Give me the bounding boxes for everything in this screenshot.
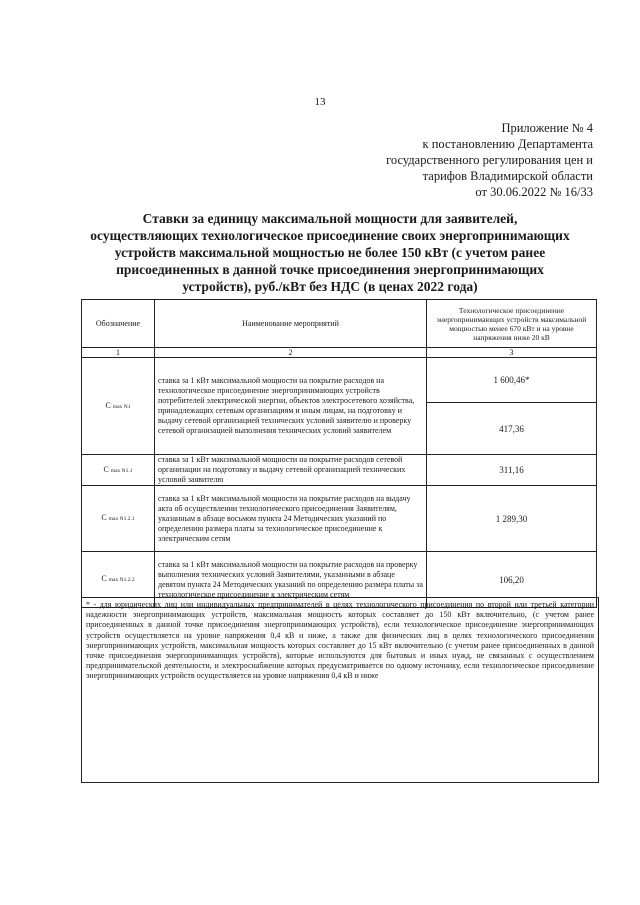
table-row: [82, 455, 597, 486]
appendix-line: от 30.06.2022 № 16/33: [475, 185, 593, 199]
symbol-subscript: max N1: [112, 403, 131, 410]
rate-description: ставка за 1 кВт максимальной мощности на покрытие расходов на технологическое присоединение энергопринимающих устройств потребителей электрической энергии, объектов электросетевого хозяйства, принадлежащих сетевым организациям и иным лицам, на подготовку и выдачу сетевой организацией технических условий заявителю и проверку сетевой организацией выполнения технических условий заявителем: [155, 358, 427, 455]
rate-description: ставка за 1 кВт максимальной мощности на покрытие расходов на выдачу акта об осуществлении технологического присоединения Заявителям, указанным в абзаце восьмом пункта 24 Методических указаний по определению размера платы за технологическое присоединение к электрическим сетям: [155, 486, 427, 552]
appendix-line: государственного регулирования цен и: [386, 153, 593, 167]
title-line: Ставки за единицу максимальной мощности для заявителей,: [142, 211, 518, 226]
rate-symbol: [82, 358, 155, 455]
rate-symbol: [82, 486, 155, 552]
appendix-line: тарифов Владимирской области: [422, 169, 593, 183]
rate-value: 1 289,30: [427, 486, 597, 552]
document-title: [80, 210, 580, 295]
rate-symbol: [82, 455, 155, 486]
rate-value: 1 600,46*: [427, 358, 597, 403]
header-connection: Технологическое присоединение энергопринимающих устройств максимальной мощностью менее 670 кВт и на уровне напряжения ниже 20 кВ: [427, 300, 597, 348]
symbol-subscript: max N1.2.2: [108, 577, 135, 583]
table-row: [82, 486, 597, 552]
symbol-subscript: max N1.2.1: [108, 516, 135, 522]
rate-value: 106,20: [427, 552, 597, 608]
table-row: [82, 358, 597, 403]
table-header-row: [82, 300, 597, 348]
rate-value: 417,36: [427, 403, 597, 455]
symbol-letter: C: [101, 574, 107, 583]
title-line: устройств максимальной мощностью не более 150 кВт (с учетом ранее: [114, 245, 546, 260]
symbol-letter: C: [101, 513, 107, 522]
footnote: * - для юридических лиц или индивидуальных предпринимателей в целях технологического присоединения по второй или третьей категории надежности энергопринимающих устройств, максимальная мощность которых составляет до 150 кВт включительно, (с учетом ранее присоединенных в данной точке присоединения энергопринимающих устройств), если технологическое присоединение энергопринимающих устройств осуществляется на уровне напряжения 0,4 кВ и ниже, а также для физических лиц в целях технологического присоединения энергопринимающих устройств, максимальная мощность которых составляет до 15 кВт включительно (с учетом ранее присоединенных в данной точке присоединения энергопринимающих устройств), которые используются для бытовых и иных нужд, не связанных с осуществлением предпринимательской деятельности, и электроснабжение которых предусматривается по одному источнику, если технологическое присоединение энергопринимающих устройств осуществляется на уровне напряжения 0,4 кВ и ниже: [81, 597, 599, 783]
symbol-letter: C: [105, 400, 111, 410]
title-line: осуществляющих технологическое присоединение своих энергопринимающих: [90, 228, 570, 243]
title-line: устройств), руб./кВт без НДС (в ценах 2022 года): [182, 279, 478, 294]
rate-description: ставка за 1 кВт максимальной мощности на покрытие расходов на проверку выполнения технических условий Заявителями, указанными в абзаце девятом пункта 24 Методических указаний по определению размера платы за технологическое присоединение к электрическим сетям: [155, 552, 427, 608]
appendix-line: к постановлению Департамента: [422, 137, 593, 151]
column-number: 3: [427, 348, 597, 358]
rates-table: [81, 299, 597, 608]
title-line: присоединенных в данной точке присоединения энергопринимающих: [116, 262, 544, 277]
appendix-header: [333, 120, 593, 200]
column-number: 1: [82, 348, 155, 358]
column-number: 2: [155, 348, 427, 358]
rate-value: 311,16: [427, 455, 597, 486]
column-number-row: [82, 348, 597, 358]
rate-description: ставка за 1 кВт максимальной мощности на покрытие расходов сетевой организации на подготовку и выдачу сетевой организацией технических условий заявителю: [155, 455, 427, 486]
header-designation: Обозначение: [82, 300, 155, 348]
page-number: 13: [314, 96, 326, 108]
appendix-line: Приложение № 4: [501, 121, 593, 135]
symbol-subscript: max N1.1: [110, 467, 133, 474]
header-activity-name: Наименование мероприятий: [155, 300, 427, 348]
symbol-letter: C: [103, 464, 109, 474]
